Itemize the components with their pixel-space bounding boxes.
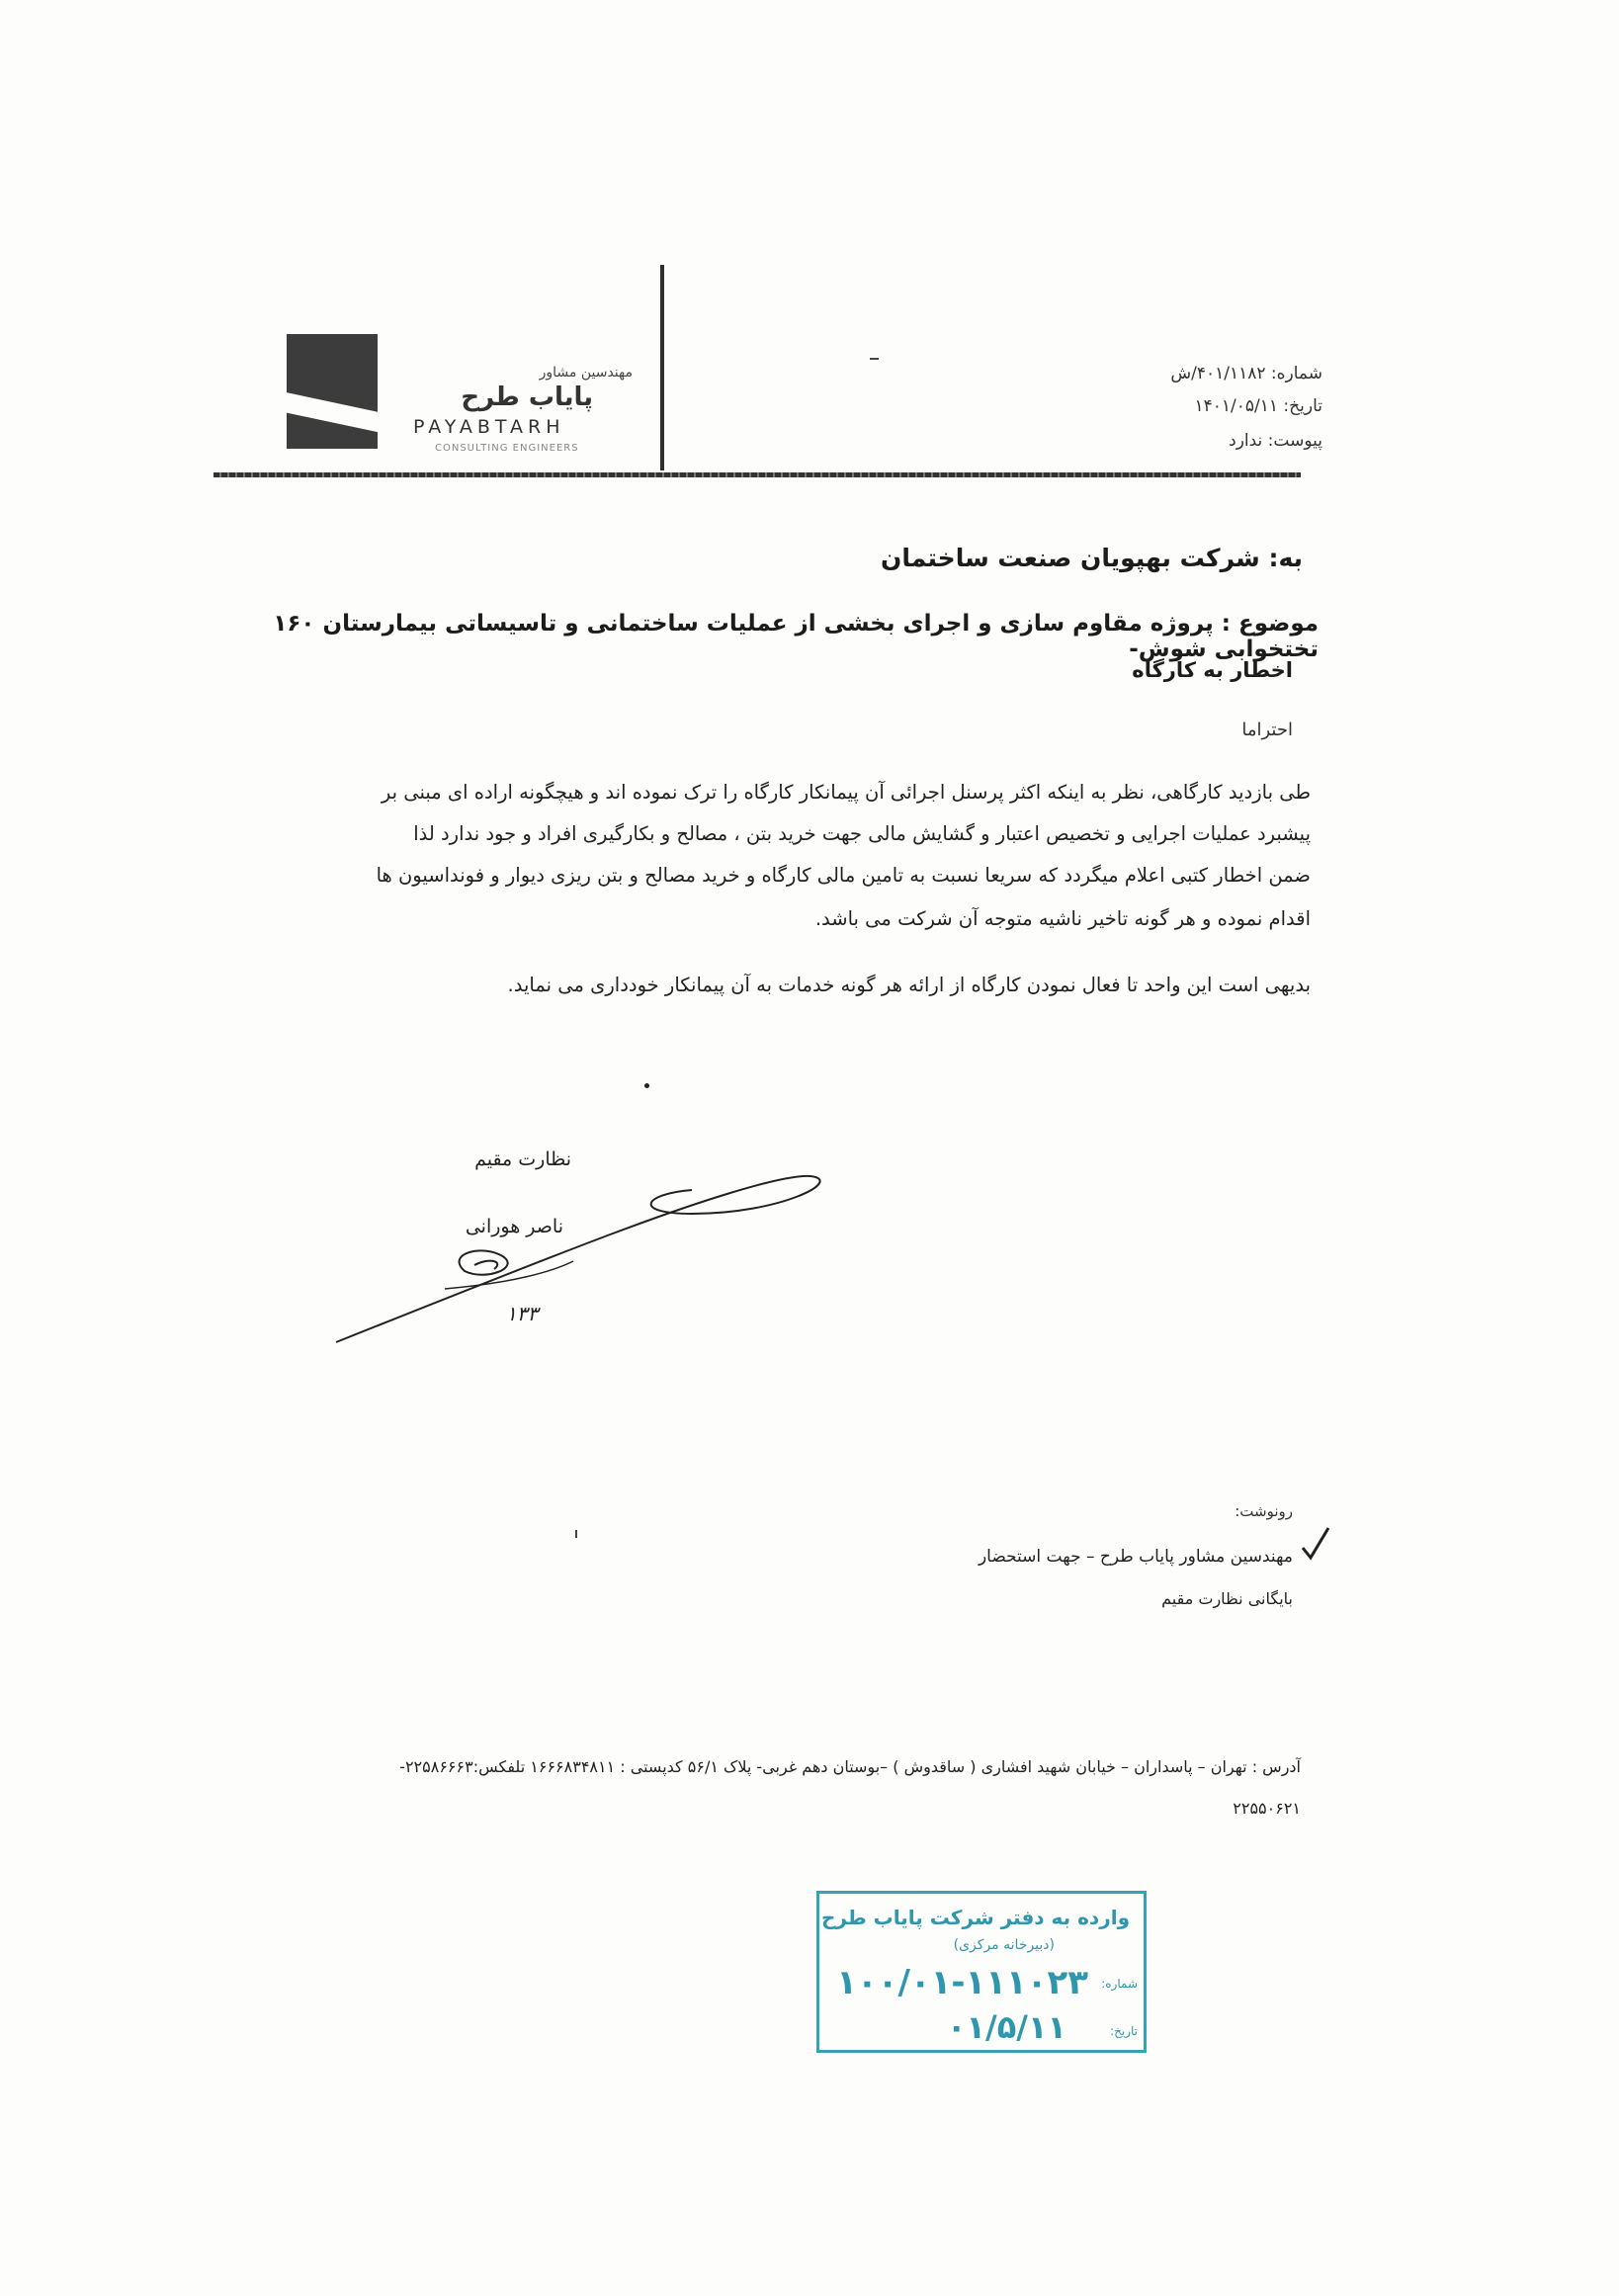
address-line-1: آدرس : تهران – پاسداران – خیابان شهید افشاری ( ساقدوش ) –بوستان دهم غربی- پلاک ۵۶/۱ کدپستی : ۱۶۶۶۸۳۴۸۱۱ تلفکس:۲۲۵۸۶۶۶۳- bbox=[399, 1757, 1301, 1776]
stamp-title: وارده به دفتر شرکت پایاب طرح bbox=[820, 1906, 1130, 1929]
received-stamp bbox=[816, 1891, 1147, 2053]
body-line: طی بازدید کارگاهی، نظر به اینکه اکثر پرسنل اجرائی آن پیمانکار کارگاه را ترک نموده اند و هیچگونه اراده ای مبنی بر bbox=[381, 781, 1311, 804]
header-divider-vertical bbox=[660, 265, 664, 470]
stamp-date: ۰۱/۵/۱۱ bbox=[946, 2008, 1066, 2046]
body-line: اقدام نموده و هر گونه تاخیر ناشیه متوجه آن شرکت می باشد. bbox=[814, 907, 1311, 930]
subject-line-2: اخطار به کارگاه bbox=[1132, 658, 1293, 682]
handwritten-signature bbox=[316, 1154, 870, 1352]
logo-tagline: CONSULTING ENGINEERS bbox=[435, 443, 579, 454]
letter-attachment: پیوست: ندارد bbox=[1229, 431, 1322, 451]
header-rule bbox=[213, 472, 1301, 477]
stray-mark bbox=[575, 1530, 577, 1538]
cc-label: رونوشت: bbox=[1235, 1502, 1293, 1520]
subject-line-1: موضوع : پروژه مقاوم سازی و اجرای بخشی از عملیات ساختمانی و تاسیساتی بیمارستان ۱۶۰ تختخوابی شوش- bbox=[273, 611, 1319, 662]
letter-date: تاریخ: ۱۴۰۱/۰۵/۱۱ bbox=[1194, 396, 1322, 416]
cc-recipient: بایگانی نظارت مقیم bbox=[1161, 1589, 1293, 1608]
cc-recipient: مهندسین مشاور پایاب طرح – جهت استحضار bbox=[978, 1547, 1293, 1567]
stamp-number: ۱۰۰/۰۱-۱۱۱۰۲۳ bbox=[836, 1963, 1088, 2002]
body-line: ضمن اخطار کتبی اعلام میگردد که سریعا نسبت به تامین مالی کارگاه و خرید مصالح و بتن ریزی دیوار و فونداسیون ها bbox=[376, 864, 1311, 887]
body-line: پیشبرد عملیات اجرایی و تخصیص اعتبار و گشایش مالی جهت خرید بتن ، مصالح و بکارگیری افراد و جود ندارد لذا bbox=[413, 822, 1311, 845]
stamp-subtitle: (دبیرخانه مرکزی) bbox=[953, 1937, 1055, 1953]
address-line-2: ۲۲۵۵۰۶۲۱ bbox=[1233, 1799, 1301, 1818]
signature-number: ۱۳۳ bbox=[506, 1302, 539, 1325]
stamp-date-label: تاریخ: bbox=[1110, 2024, 1138, 2038]
letter-number: شماره: ۴۰۱/۱۱۸۲/ش bbox=[1170, 364, 1322, 383]
closing-line: بدیهی است این واحد تا فعال نمودن کارگاه از ارائه هر گونه خدمات به آن پیمانکار خودداری می نماید. bbox=[507, 974, 1311, 996]
logo-mark bbox=[287, 334, 378, 449]
stamp-number-label: شماره: bbox=[1101, 1977, 1138, 1991]
stray-mark bbox=[870, 358, 879, 360]
check-mark-icon bbox=[1299, 1524, 1332, 1564]
signer-name: ناصر هورانی bbox=[465, 1216, 563, 1237]
greeting: احتراما bbox=[1241, 720, 1293, 740]
logo-subtitle: مهندسین مشاور bbox=[539, 365, 633, 381]
recipient: به: شرکت بهپویان صنعت ساختمان bbox=[880, 544, 1303, 572]
logo-name-fa: پایاب طرح bbox=[461, 383, 593, 412]
signer-title: نظارت مقیم bbox=[474, 1148, 571, 1170]
logo-name-en: PAYABTARH bbox=[413, 416, 565, 438]
stray-dot bbox=[644, 1083, 649, 1088]
